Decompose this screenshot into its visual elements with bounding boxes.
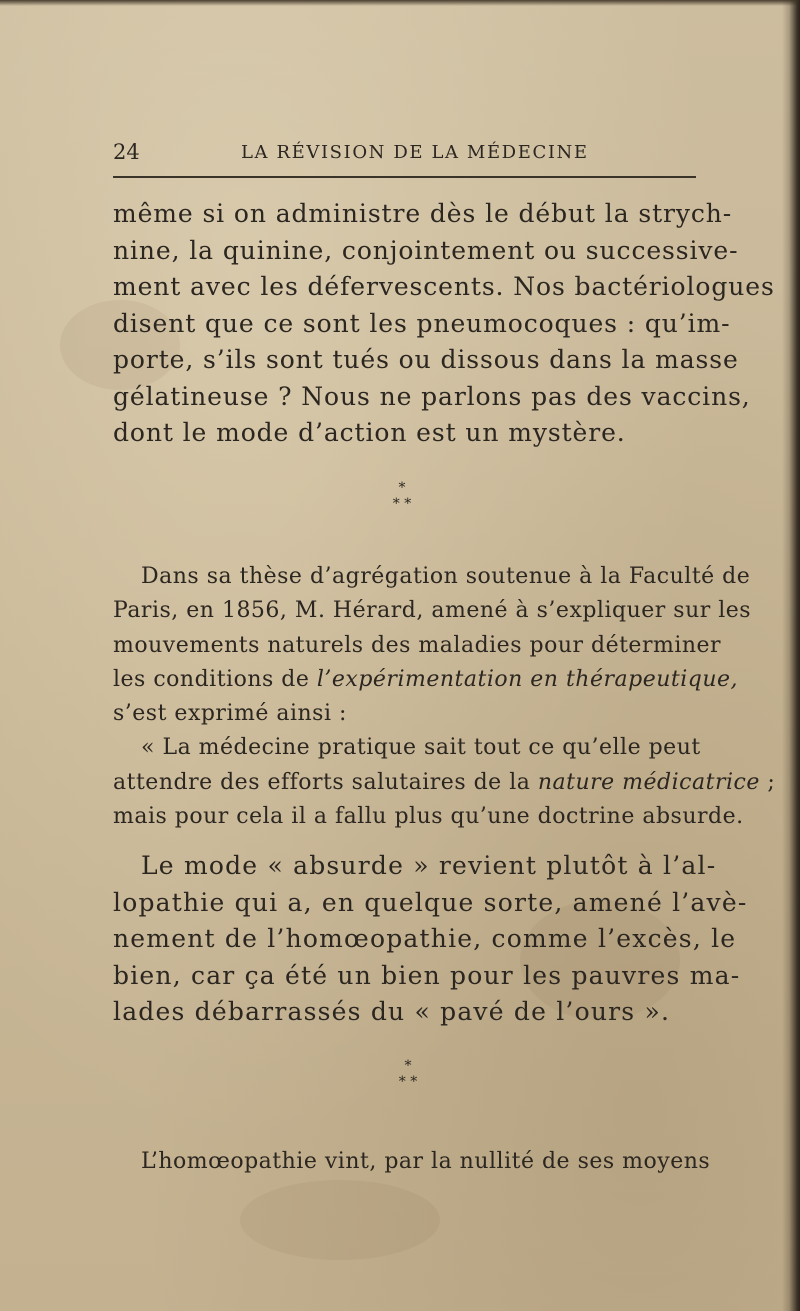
text-line: [113, 766, 776, 800]
text-run: les conditions de: [113, 666, 317, 692]
text-line: disent que ce sont les pneumocoques : qu’im-: [113, 308, 731, 338]
asterism-bottom: * *: [398, 1074, 418, 1090]
text-line: gélatineuse ? Nous ne parlons pas des vaccins,: [113, 381, 751, 411]
asterism-top: *: [404, 1058, 412, 1074]
text-line: nement de l’homœopathie, comme l’excès, le: [113, 924, 737, 953]
paragraph-3: [113, 848, 748, 1031]
section-asterism: [372, 480, 432, 512]
paragraph-2-quotation: [113, 560, 776, 834]
italic-phrase: l’expérimentation en thérapeutique,: [316, 666, 739, 692]
text-line: porte, s’ils sont tués ou dissous dans la masse: [113, 345, 739, 374]
page-header: [113, 140, 698, 170]
asterism-top: *: [398, 480, 406, 496]
text-line: ment avec les défervescents. Nos bactériologues: [113, 272, 775, 301]
text-line: Le mode « absurde » revient plutôt à l’al-: [141, 851, 717, 880]
page-top-edge: [0, 0, 800, 6]
text-line: mais pour cela il a fallu plus qu’une doctrine absurde.: [113, 804, 744, 830]
text-line: Dans sa thèse d’agrégation soutenue à la Faculté de: [141, 564, 751, 589]
text-line: lopathie qui a, en quelque sorte, amené l’avè-: [113, 887, 748, 917]
italic-phrase: nature médicatrice: [537, 769, 760, 795]
text-run: ;: [759, 769, 776, 795]
paragraph-4: [113, 1144, 713, 1181]
text-line: même si on administre dès le début la strych-: [113, 199, 733, 228]
text-line: lades débarrassés du « pavé de l’ours ».: [113, 997, 671, 1026]
text-line: L’homœopathie vint, par la nullité de ses moyens: [141, 1149, 711, 1174]
text-line: s’est exprimé ainsi :: [113, 701, 347, 727]
paper-stain: [240, 1180, 440, 1260]
text-line: [113, 663, 739, 697]
page-number: 24: [113, 140, 140, 164]
running-title: LA RÉVISION DE LA MÉDECINE: [241, 142, 589, 163]
text-line: bien, car ça été un bien pour les pauvres ma-: [113, 960, 741, 990]
header-rule: [113, 176, 696, 178]
text-line: mouvements naturels des maladies pour déterminer: [113, 632, 722, 658]
text-run: attendre des efforts salutaires de la: [113, 769, 538, 795]
text-line: dont le mode d’action est un mystère.: [113, 418, 626, 447]
text-line: Paris, en 1856, M. Hérard, amené à s’expliquer sur les: [113, 598, 752, 624]
paragraph-1: [113, 196, 775, 452]
asterism-bottom: * *: [392, 496, 412, 512]
page-right-edge: [782, 0, 800, 1311]
section-asterism: [378, 1058, 438, 1090]
text-line: nine, la quinine, conjointement ou successive-: [113, 235, 739, 265]
text-line: « La médecine pratique sait tout ce qu’elle peut: [141, 735, 701, 761]
